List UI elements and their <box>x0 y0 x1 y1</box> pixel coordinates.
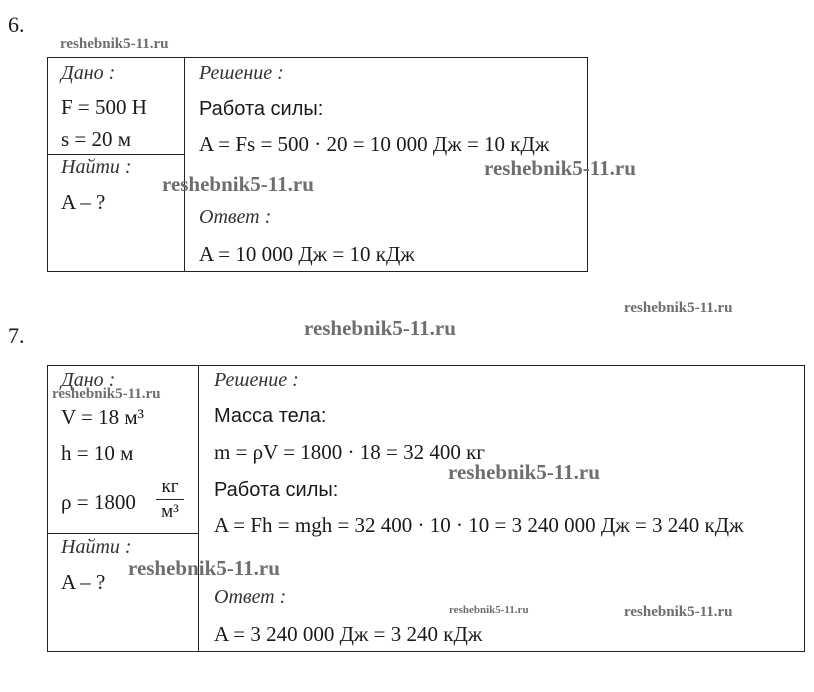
task-7-solution-line-3: Работа силы: <box>214 479 339 501</box>
task-7-column-divider <box>198 365 199 652</box>
task-6-given-force: F = 500 Н <box>61 95 147 119</box>
task-6-number: 6. <box>8 12 25 37</box>
task-6-solution-label: Решение : <box>199 62 284 84</box>
task-6-answer-label: Ответ : <box>199 206 272 228</box>
task-6-given-distance: s = 20 м <box>61 127 132 151</box>
task-7-find-value: A – ? <box>61 570 106 594</box>
task-7-solution-line-1: Масса тела: <box>214 405 327 427</box>
task-7-solution-line-4: A = Fh = mgh = 32 400 · 10 · 10 = 3 240 000 Дж = 3 240 кДж <box>214 513 744 537</box>
task-6-solution-line-2: A = Fs = 500 · 20 = 10 000 Дж = 10 кДж <box>199 132 550 156</box>
density-unit-fraction <box>156 476 184 523</box>
task-7-given-height: h = 10 м <box>61 441 134 465</box>
task-6-given-divider <box>47 154 184 155</box>
task-7-given-divider <box>47 533 198 534</box>
task-7-answer: A = 3 240 000 Дж = 3 240 кДж <box>214 622 483 646</box>
watermark: reshebnik5-11.ru <box>449 604 529 616</box>
watermark: reshebnik5-11.ru <box>624 300 733 316</box>
task-7-given-label: Дано : <box>61 369 116 391</box>
watermark: reshebnik5-11.ru <box>304 316 456 340</box>
task-6-column-divider <box>184 57 185 272</box>
task-6-find-value: A – ? <box>61 190 106 214</box>
task-6-find-label: Найти : <box>61 156 132 178</box>
task-7-solution-label: Решение : <box>214 369 299 391</box>
watermark: reshebnik5-11.ru <box>448 460 600 484</box>
task-6-solution-line-1: Работа силы: <box>199 98 324 120</box>
task-7-given-volume: V = 18 м³ <box>61 405 144 429</box>
task-7-find-label: Найти : <box>61 536 132 558</box>
fraction-bar <box>156 499 184 500</box>
watermark: reshebnik5-11.ru <box>624 604 733 620</box>
watermark: reshebnik5-11.ru <box>52 386 161 402</box>
watermark: reshebnik5-11.ru <box>484 156 636 180</box>
task-6-answer: A = 10 000 Дж = 10 кДж <box>199 242 415 266</box>
density-unit-numerator: кг <box>161 476 179 497</box>
task-6-given-label: Дано : <box>61 62 116 84</box>
watermark: reshebnik5-11.ru <box>60 36 169 52</box>
watermark: reshebnik5-11.ru <box>128 556 280 580</box>
watermark: reshebnik5-11.ru <box>162 172 314 196</box>
task-7-solution-line-2: m = ρV = 1800 · 18 = 32 400 кг <box>214 440 485 464</box>
task-7-answer-label: Ответ : <box>214 586 287 608</box>
density-unit-denominator: м³ <box>161 501 179 522</box>
task-7-given-density: ρ = 1800 <box>61 490 136 514</box>
task-7-number: 7. <box>8 323 25 348</box>
